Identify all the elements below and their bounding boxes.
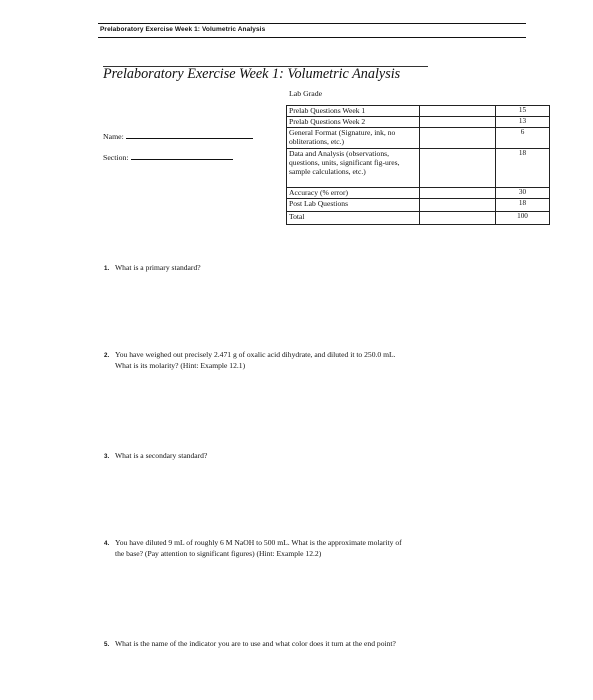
grade-points: 18 (496, 199, 550, 212)
grade-row (287, 128, 550, 149)
grade-row (287, 106, 550, 117)
question-text: You have weighed out precisely 2.471 g of oxalic acid dihydrate, and diluted it to 250.0 mL. (115, 350, 396, 359)
question-text-continued: What is its molarity? (Hint: Example 12.1) (115, 361, 246, 370)
grade-item: Total (287, 212, 420, 225)
header-rule (98, 37, 526, 38)
question-text: What is a primary standard? (115, 263, 201, 272)
grade-points: 30 (496, 188, 550, 199)
question-text-continued: the base? (Pay attention to significant figures) (Hint: Example 12.2) (115, 549, 322, 558)
question-1 (104, 263, 201, 274)
name-blank-line[interactable] (126, 131, 253, 139)
question-5 (104, 639, 396, 650)
grade-row (287, 117, 550, 128)
grade-score-cell[interactable] (420, 199, 496, 212)
question-number: 5. (104, 641, 110, 648)
question-text: What is a secondary standard? (115, 451, 208, 460)
grade-row (287, 149, 550, 188)
grade-item: General Format (Signature, ink, no obliterations, etc.) (287, 128, 420, 149)
grade-score-cell[interactable] (420, 128, 496, 149)
grade-points: 13 (496, 117, 550, 128)
question-4 (104, 538, 402, 559)
grade-points: 6 (496, 128, 550, 149)
grade-points: 18 (496, 149, 550, 188)
name-field[interactable] (103, 131, 253, 141)
question-number: 3. (104, 453, 110, 460)
lab-grade-table (286, 105, 550, 225)
grade-score-cell[interactable] (420, 117, 496, 128)
grade-row-total (287, 212, 550, 225)
grade-points: 100 (496, 212, 550, 225)
lab-grade-caption: Lab Grade (289, 89, 323, 98)
section-label: Section: (103, 153, 129, 162)
question-number: 2. (104, 352, 110, 359)
running-header: Prelaboratory Exercise Week 1: Volumetric Analysis (100, 26, 266, 33)
question-2 (104, 350, 396, 371)
question-3 (104, 451, 207, 462)
page-title: Prelaboratory Exercise Week 1: Volumetric Analysis (103, 66, 401, 82)
question-text: What is the name of the indicator you are to use and what color does it turn at the end point? (115, 639, 396, 648)
grade-score-cell[interactable] (420, 106, 496, 117)
section-field[interactable] (103, 152, 233, 162)
section-blank-line[interactable] (131, 152, 233, 160)
question-text: You have diluted 9 mL of roughly 6 M NaOH to 500 mL. What is the approximate molarity of (115, 538, 402, 547)
grade-item: Prelab Questions Week 1 (287, 106, 420, 117)
grade-points: 15 (496, 106, 550, 117)
grade-score-cell[interactable] (420, 149, 496, 188)
grade-item: Prelab Questions Week 2 (287, 117, 420, 128)
grade-row (287, 199, 550, 212)
grade-item: Accuracy (% error) (287, 188, 420, 199)
name-label: Name: (103, 132, 124, 141)
top-rule (98, 23, 526, 24)
grade-item: Post Lab Questions (287, 199, 420, 212)
grade-score-cell[interactable] (420, 212, 496, 225)
grade-score-cell[interactable] (420, 188, 496, 199)
question-number: 4. (104, 540, 110, 547)
grade-item: Data and Analysis (observations, questions, units, significant fig-ures, sample calculations, etc.) (287, 149, 420, 188)
question-number: 1. (104, 265, 110, 272)
grade-row (287, 188, 550, 199)
